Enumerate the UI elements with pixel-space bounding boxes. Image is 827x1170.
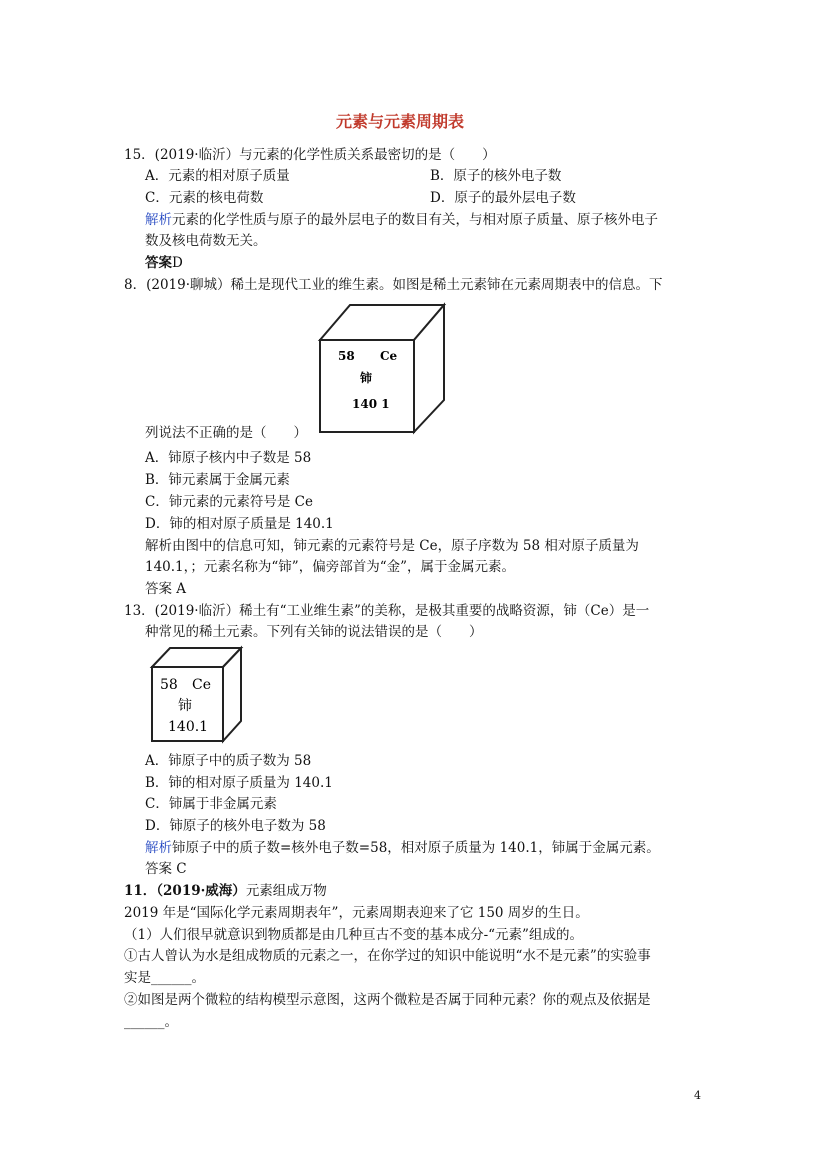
q11-line6: ______。: [124, 1014, 178, 1030]
q13-cell-name: 铈: [178, 698, 192, 714]
q8-cell-number: 58: [338, 349, 355, 363]
page-number: 4: [694, 1089, 701, 1102]
q15-analysis-line2: 数及核电荷数无关。: [145, 233, 267, 249]
q15-answer-value: D: [172, 255, 183, 271]
q11-line3: ①古人曾认为水是组成物质的元素之一，在你学过的知识中能说明“水不是元素”的实验事: [124, 948, 651, 964]
q11-line2: （1）人们很早就意识到物质都是由几种亘古不变的基本成分-“元素”组成的。: [124, 927, 583, 943]
q11-stem-tail: 元素组成万物: [245, 883, 327, 899]
page-title: 元素与元素周期表: [336, 112, 465, 131]
q8-cell-mass: 140 1: [352, 397, 390, 411]
q8-analysis-line2: 140.1，；元素名称为“铈”，偏旁部首为“金”，属于金属元素。: [145, 559, 516, 575]
q15-option-b: B．原子的核外电子数: [430, 168, 562, 184]
q8-option-d: D．铈的相对原子质量是 140.1: [145, 516, 334, 532]
q13-cell-number: 58: [160, 677, 178, 693]
q13-answer: [145, 859, 187, 879]
q15-answer: [145, 253, 183, 273]
q8-element-cell: [310, 300, 450, 435]
q13-analysis-label: 解析: [145, 840, 172, 856]
q15-analysis-text: 元素的化学性质与原子的最外层电子的数目有关，与相对原子质量、原子核外电子: [172, 212, 658, 228]
q13-answer-value: C: [176, 861, 187, 877]
q11-line1: 2019 年是“国际化学元素周期表年”，元素周期表迎来了它 150 周岁的生日。: [124, 905, 589, 921]
q8-option-c: C．铈元素的元素符号是 Ce: [145, 494, 313, 510]
q8-stem-line1: 8．(2019·聊城）稀土是现代工业的维生素。如图是稀土元素铈在元素周期表中的信息。下: [124, 277, 663, 293]
q8-answer-label: 答案: [145, 581, 172, 597]
q13-stem-line2: 种常见的稀土元素。下列有关铈的说法错误的是（ ）: [145, 624, 483, 640]
q8-stem-line2: 列说法不正确的是（ ）: [145, 425, 307, 441]
q15-option-c: C．元素的核电荷数: [145, 190, 264, 206]
q8-answer-value: A: [176, 581, 187, 597]
q15-analysis-line1: [145, 210, 658, 230]
q13-answer-label: 答案: [145, 861, 172, 877]
q13-element-cell: [148, 645, 248, 745]
q8-option-b: B．铈元素属于金属元素: [145, 472, 290, 488]
q15-analysis-label: 解析: [145, 212, 172, 228]
q15-option-a: A．元素的相对原子质量: [145, 168, 290, 184]
q15-stem: 15．(2019·临沂）与元素的化学性质关系最密切的是（ ）: [124, 147, 496, 163]
q13-option-a: A．铈原子中的质子数为 58: [145, 753, 312, 769]
q8-analysis-line1: 解析由图中的信息可知，铈元素的元素符号是 Ce，原子序数为 58 相对原子质量为: [145, 538, 639, 554]
q8-option-a: A．铈原子核内中子数是 58: [145, 450, 312, 466]
q11-line5: ②如图是两个微粒的结构模型示意图，这两个微粒是否属于同种元素？你的观点及依据是: [124, 992, 651, 1008]
q13-analysis-text: 铈原子中的质子数=核外电子数=58，相对原子质量为 140.1，铈属于金属元素。: [172, 840, 660, 856]
q13-option-c: C．铈属于非金属元素: [145, 796, 277, 812]
q11-stem-head: 11．（2019·威海）: [124, 883, 246, 899]
q11-line4: 实是______。: [124, 970, 205, 986]
q13-analysis: [145, 838, 660, 858]
q13-stem-line1: 13．(2019·临沂）稀土有“工业维生素”的美称，是极其重要的战略资源，铈（Ce）是一: [124, 603, 650, 619]
q13-option-d: D．铈原子的核外电子数为 58: [145, 818, 326, 834]
q11-stem: [124, 881, 327, 901]
q15-answer-label: 答案: [145, 255, 172, 271]
q13-option-b: B．铈的相对原子质量为 140.1: [145, 775, 333, 791]
q8-cell-symbol: Ce: [380, 349, 398, 363]
q8-answer: [145, 579, 186, 599]
q15-option-d: D．原子的最外层电子数: [430, 190, 576, 206]
q13-cell-mass: 140.1: [168, 719, 209, 735]
q8-cell-name: 铈: [360, 371, 373, 385]
q13-cell-symbol: Ce: [192, 677, 211, 693]
